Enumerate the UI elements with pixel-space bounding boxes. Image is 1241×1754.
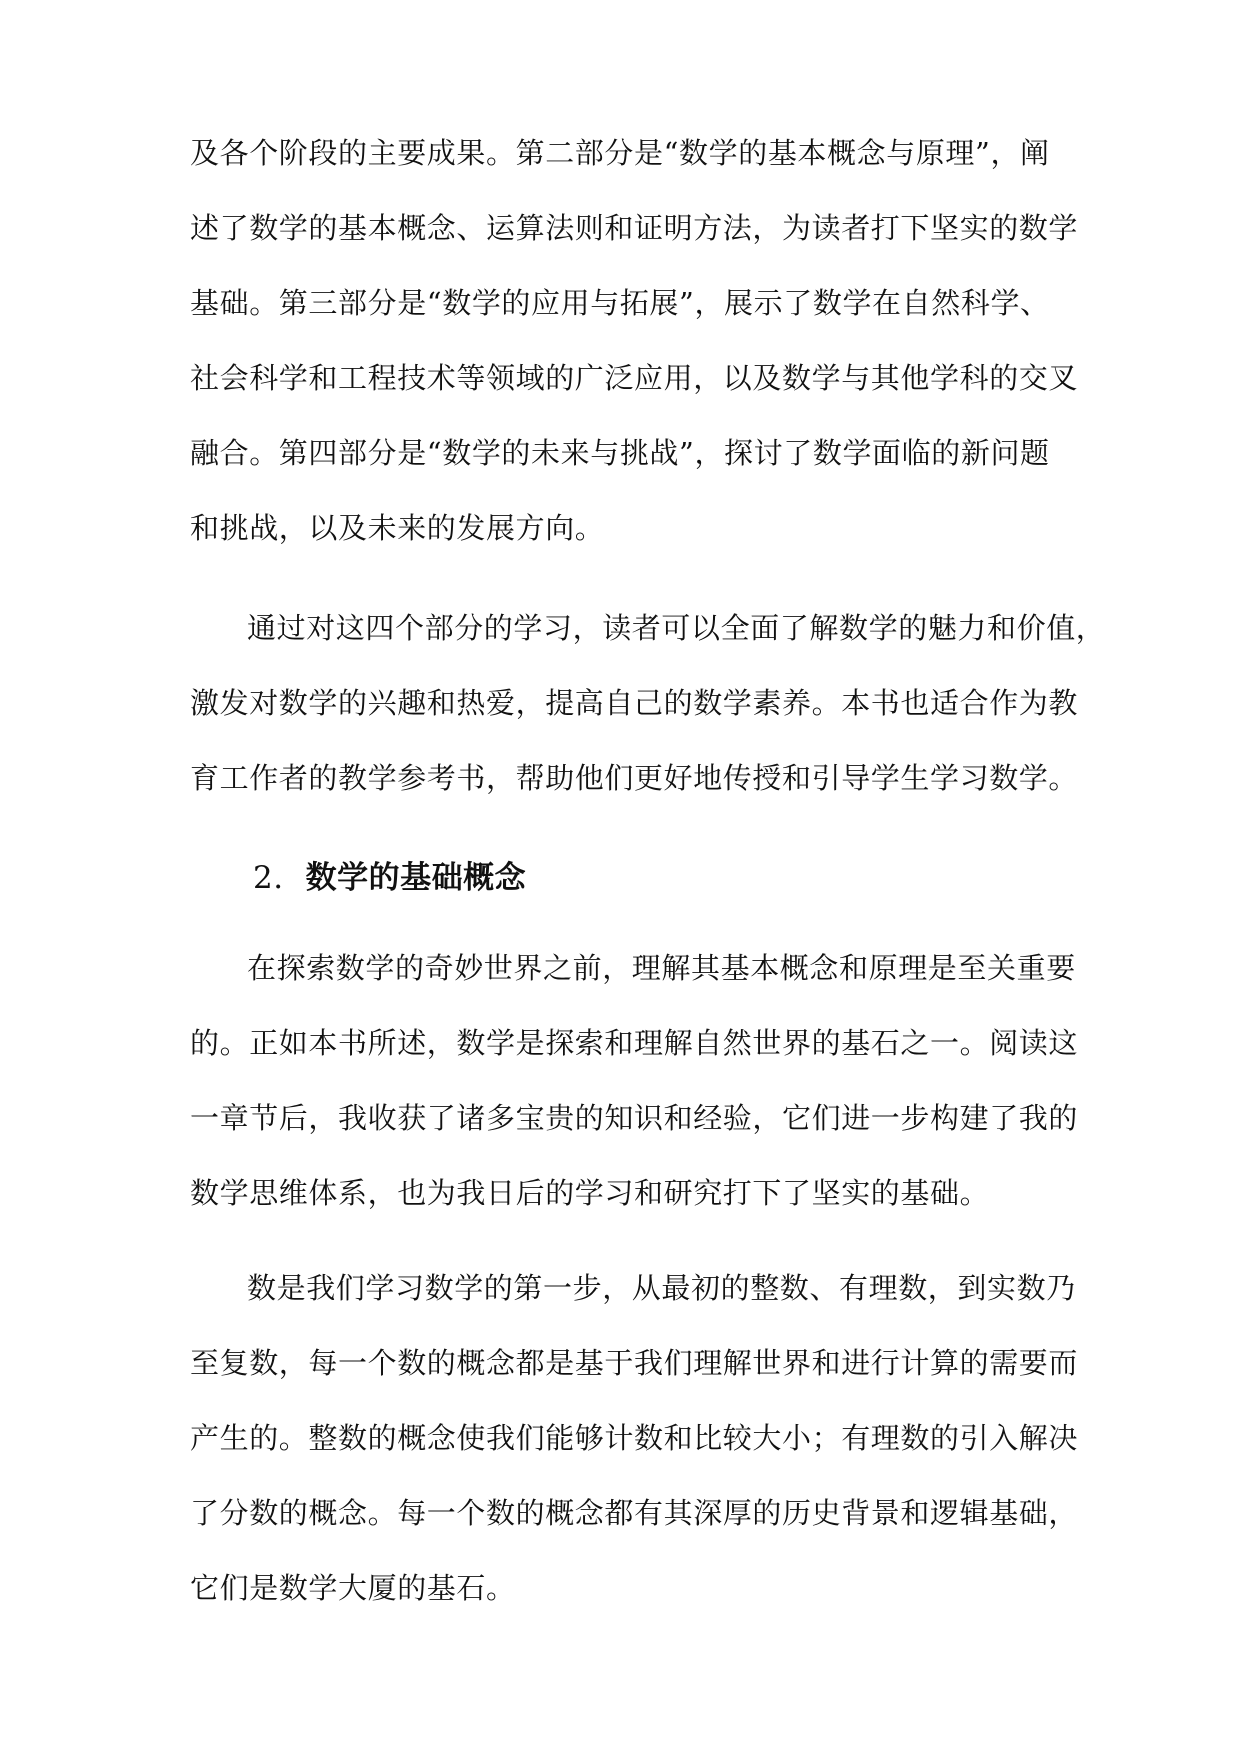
text-line: 激发对数学的兴趣和热爱，提高自己的数学素养。本书也适合作为教 <box>190 686 1079 720</box>
text-line: 育工作者的教学参考书，帮助他们更好地传授和引导学生学习数学。 <box>190 761 1079 795</box>
paragraph-1 <box>190 116 1079 566</box>
text-line: 产生的。整数的概念使我们能够计数和比较大小；有理数的引入解决 <box>190 1421 1079 1455</box>
text-line: 一章节后，我收获了诸多宝贵的知识和经验，它们进一步构建了我的 <box>190 1101 1079 1135</box>
paragraph-3 <box>190 931 1079 1231</box>
text-line: 至复数，每一个数的概念都是基于我们理解世界和进行计算的需要而 <box>190 1346 1079 1380</box>
paragraph-2 <box>190 591 1106 816</box>
text-line: 数学思维体系，也为我日后的学习和研究打下了坚实的基础。 <box>190 1176 990 1210</box>
text-line: 及各个阶段的主要成果。第二部分是“数学的基本概念与原理”，阐 <box>190 136 1050 170</box>
text-line: 在探索数学的奇妙世界之前，理解其基本概念和原理是至关重要 <box>247 951 1076 985</box>
paragraph-4 <box>190 1251 1079 1626</box>
text-line: 述了数学的基本概念、运算法则和证明方法，为读者打下坚实的数学 <box>190 211 1079 245</box>
text-line: 融合。第四部分是“数学的未来与挑战”，探讨了数学面临的新问题 <box>190 436 1050 470</box>
text-line: 数是我们学习数学的第一步，从最初的整数、有理数，到实数乃 <box>247 1271 1076 1305</box>
text-line: 的。正如本书所述，数学是探索和理解自然世界的基石之一。阅读这 <box>190 1026 1079 1060</box>
section-heading <box>253 843 526 913</box>
text-line: 它们是数学大厦的基石。 <box>190 1571 516 1605</box>
text-line: 基础。第三部分是“数学的应用与拓展”，展示了数学在自然科学、 <box>190 286 1050 320</box>
text-line: 了分数的概念。每一个数的概念都有其深厚的历史背景和逻辑基础， <box>190 1496 1079 1530</box>
text-line: 和挑战，以及未来的发展方向。 <box>190 511 605 545</box>
section-number: 2. <box>253 860 284 896</box>
section-title: 数学的基础概念 <box>305 860 527 896</box>
text-line: 通过对这四个部分的学习，读者可以全面了解数学的魅力和价值， <box>247 611 1106 645</box>
text-line: 社会科学和工程技术等领域的广泛应用，以及数学与其他学科的交叉 <box>190 361 1079 395</box>
